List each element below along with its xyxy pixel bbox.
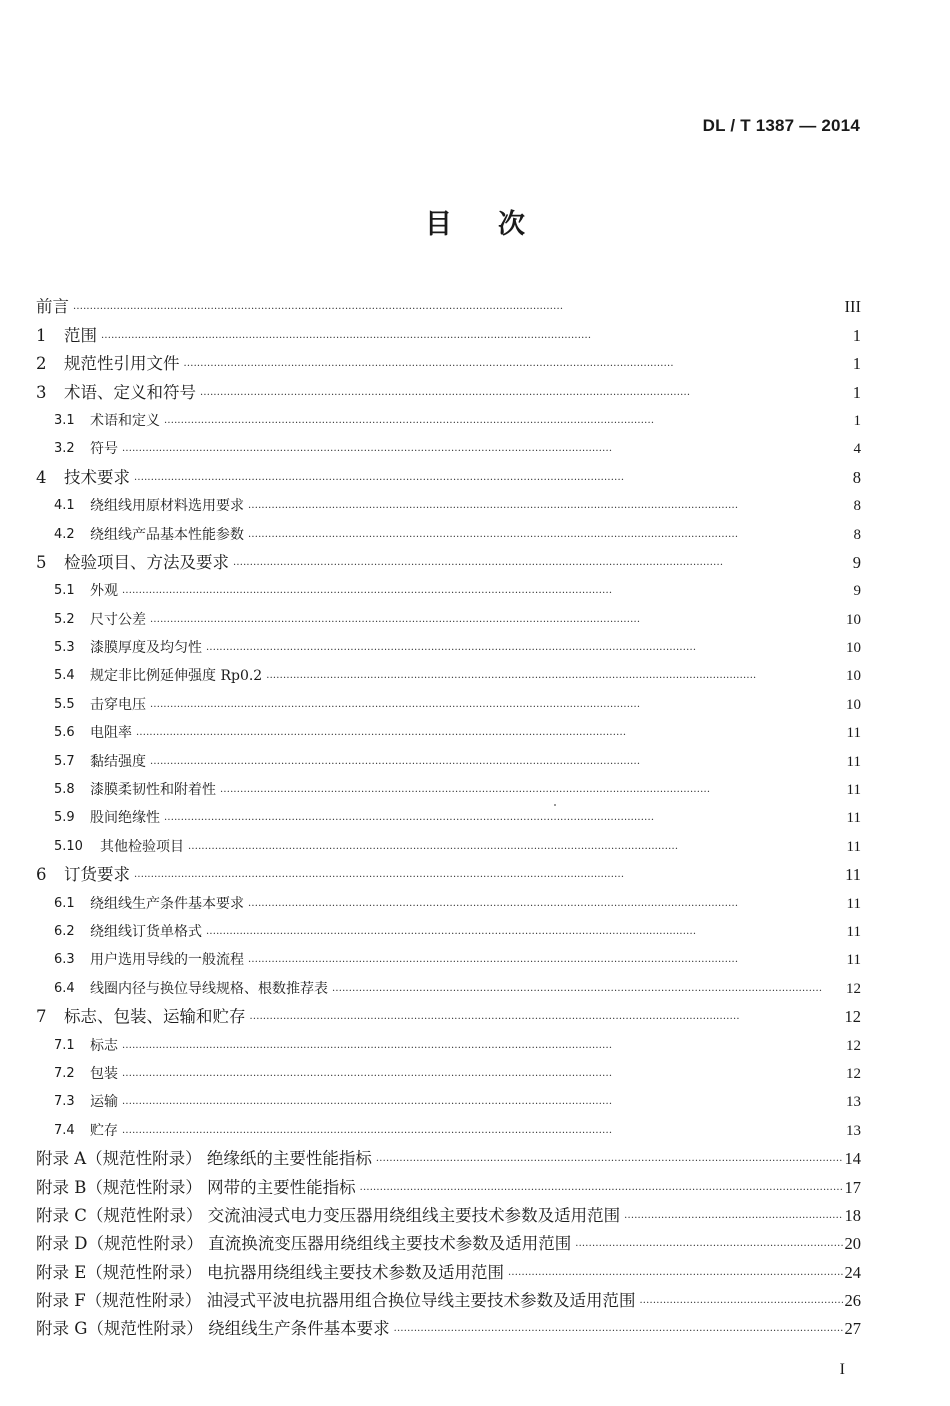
toc-entry-label: 附录 A（规范性附录） 绝缘纸的主要性能指标 [36, 1149, 372, 1169]
toc-entry[interactable] [36, 350, 861, 378]
toc-entry-page: 10 [846, 640, 861, 657]
dot-leader [376, 1145, 843, 1173]
page-number: I [839, 1361, 845, 1378]
toc-entry-page: 11 [846, 725, 861, 742]
toc-entry-page: 17 [844, 1177, 861, 1197]
dot-leader [101, 322, 851, 350]
toc-entry[interactable] [36, 804, 861, 832]
dot-leader [250, 1003, 843, 1031]
toc-entry[interactable] [36, 549, 861, 577]
toc-entry-label: 范围 [64, 325, 97, 345]
toc-entry-page: 18 [844, 1205, 861, 1225]
dot-leader [220, 776, 845, 804]
dot-leader [624, 1202, 842, 1230]
toc-entry-page: 8 [853, 526, 861, 543]
dot-leader [188, 833, 845, 861]
toc-entry[interactable] [36, 577, 861, 605]
toc-entry-page: 11 [846, 923, 861, 940]
dot-leader [200, 379, 851, 407]
toc-entry-number: 6.2 [54, 923, 75, 939]
toc-entry-label: 绕组线产品基本性能参数 [90, 526, 244, 543]
toc-entry[interactable] [36, 889, 861, 917]
toc-entry-page: 9 [852, 552, 861, 572]
toc-entry-number: 5.5 [54, 696, 75, 712]
dot-leader [248, 521, 852, 549]
toc-entry[interactable] [36, 1173, 861, 1201]
toc-entry-label: 标志 [90, 1037, 118, 1054]
dot-leader [150, 748, 845, 776]
toc-entry-label: 其他检验项目 [100, 838, 184, 855]
toc-entry-page: 13 [846, 1094, 861, 1111]
toc-entry[interactable] [36, 605, 861, 633]
toc-entry[interactable] [36, 321, 861, 349]
toc-entry-number: 7.3 [54, 1094, 75, 1110]
toc-entry-label: 漆膜柔韧性和附着性 [90, 782, 216, 799]
dot-leader [206, 634, 844, 662]
toc-entry-page: 11 [846, 838, 861, 855]
dot-leader [248, 890, 845, 918]
toc-entry-page: 11 [846, 782, 861, 799]
toc-entry-label: 标志、包装、运输和贮存 [64, 1007, 246, 1027]
toc-entry-label: 绕组线用原材料选用要求 [90, 498, 244, 515]
toc-entry-label: 尺寸公差 [90, 611, 146, 628]
toc-entry-label: 规范性引用文件 [64, 354, 180, 374]
toc-entry-label: 术语和定义 [90, 412, 160, 429]
toc-entry[interactable] [36, 1031, 861, 1059]
toc-entry-label: 漆膜厚度及均匀性 [90, 640, 202, 657]
toc-entry-label: 用户选用导线的一般流程 [90, 952, 244, 969]
toc-entry[interactable] [36, 1116, 861, 1144]
toc-entry-label: 符号 [90, 441, 118, 458]
toc-entry-label: 附录 G（规范性附录） 绕组线生产条件基本要求 [36, 1319, 390, 1339]
toc-entry[interactable] [36, 1088, 861, 1116]
toc-entry-label: 技术要求 [64, 467, 130, 487]
toc-entry-number: 6 [36, 865, 47, 885]
toc-entry[interactable] [36, 662, 861, 690]
toc-entry-number: 4 [36, 467, 47, 487]
toc-entry-number: 5 [36, 552, 47, 572]
page-title: 目次 [425, 209, 571, 240]
toc-entry-page: 8 [852, 467, 861, 487]
toc-entry-label: 订货要求 [64, 865, 130, 885]
toc-entry-page: 1 [852, 382, 861, 402]
toc-entry-number: 7.2 [54, 1065, 75, 1081]
toc-entry-label: 外观 [90, 583, 118, 600]
toc-entry-label: 运输 [90, 1094, 118, 1111]
toc-entry[interactable] [36, 463, 861, 491]
dot-leader [164, 804, 845, 832]
toc-entry-label: 附录 E（规范性附录） 电抗器用绕组线主要技术参数及适用范围 [36, 1262, 505, 1282]
toc-entry-page: 11 [846, 810, 861, 827]
toc-entry-page: 27 [844, 1319, 861, 1339]
toc-entry[interactable] [36, 1145, 861, 1173]
toc-entry-page: 10 [846, 668, 861, 685]
toc-entry-number: 5.6 [54, 725, 75, 741]
dot-leader [575, 1230, 842, 1258]
toc-entry-label: 股间绝缘性 [90, 810, 160, 827]
toc-entry-page: 1 [853, 412, 861, 429]
dot-leader [266, 662, 844, 690]
toc-entry[interactable] [36, 435, 861, 463]
dot-leader [122, 435, 852, 463]
toc-entry[interactable] [36, 719, 861, 747]
toc-entry-label: 绕组线生产条件基本要求 [90, 895, 244, 912]
dot-leader [164, 407, 852, 435]
toc-entry-label: 击穿电压 [90, 696, 146, 713]
toc-entry-label: 黏结强度 [90, 753, 146, 770]
toc-entry-label: 绕组线订货单格式 [90, 923, 202, 940]
toc-entry-number: 5.4 [54, 668, 75, 684]
toc-entry-page: 24 [844, 1262, 861, 1282]
standard-code: DL / T 1387 — 2014 [702, 116, 860, 135]
toc-entry-label: 附录 C（规范性附录） 交流油浸式电力变压器用绕组线主要技术参数及适用范围 [36, 1205, 621, 1225]
toc-entry-number: 3 [36, 382, 47, 402]
toc-entry[interactable] [36, 974, 861, 1002]
dot-leader [332, 975, 844, 1003]
toc-entry[interactable] [36, 1202, 861, 1230]
toc-entry-label: 检验项目、方法及要求 [64, 552, 229, 572]
toc-entry[interactable] [36, 1003, 861, 1031]
toc-entry-page: 8 [853, 498, 861, 515]
toc-entry[interactable] [36, 407, 861, 435]
dot-leader [508, 1259, 842, 1287]
toc-entry-number: 7.1 [54, 1037, 75, 1053]
toc-entry-page: 12 [846, 1065, 861, 1082]
toc-entry-number: 2 [36, 354, 47, 374]
toc-entry-page: 11 [846, 753, 861, 770]
toc-entry[interactable] [36, 520, 861, 548]
toc-entry-page: 20 [844, 1234, 861, 1254]
dot-leader [150, 606, 844, 634]
toc-entry-label: 包装 [90, 1065, 118, 1082]
toc-entry-number: 5.8 [54, 782, 75, 798]
toc-entry-page: 13 [846, 1122, 861, 1139]
toc-entry[interactable] [36, 492, 861, 520]
table-of-contents [36, 293, 861, 1343]
dot-leader [360, 1174, 843, 1202]
toc-entry-page: 1 [852, 354, 861, 374]
toc-entry-label: 规定非比例延伸强度 Rp0.2 [90, 668, 263, 685]
toc-entry[interactable] [36, 1060, 861, 1088]
toc-entry[interactable] [36, 918, 861, 946]
toc-entry-number: 3.2 [54, 441, 75, 457]
toc-entry-number: 4.1 [54, 498, 75, 514]
toc-entry-number: 5.7 [54, 753, 75, 769]
toc-entry-page: 12 [846, 980, 861, 997]
toc-entry-page: 10 [846, 696, 861, 713]
toc-entry-number: 5.9 [54, 810, 75, 826]
toc-entry-label: 线圈内径与换位导线规格、根数推荐表 [90, 980, 328, 997]
toc-entry-page: 11 [845, 865, 861, 885]
toc-entry[interactable] [36, 634, 861, 662]
toc-entry-page: 10 [846, 611, 861, 628]
toc-entry[interactable] [36, 861, 861, 889]
toc-entry-page: 11 [846, 952, 861, 969]
toc-entry-label: 附录 B（规范性附录） 网带的主要性能指标 [36, 1177, 356, 1197]
toc-entry[interactable] [36, 690, 861, 718]
toc-entry-label: 附录 F（规范性附录） 油浸式平波电抗器用组合换位导线主要技术参数及适用范围 [36, 1291, 636, 1311]
dot-leader [122, 577, 852, 605]
toc-entry-label: 前言 [36, 297, 69, 317]
toc-entry[interactable] [36, 946, 861, 974]
toc-entry[interactable] [36, 1315, 861, 1343]
toc-entry-page: 11 [846, 895, 861, 912]
toc-entry[interactable] [36, 1230, 861, 1258]
scan-speck [554, 804, 556, 806]
toc-entry[interactable] [36, 747, 861, 775]
dot-leader [248, 492, 852, 520]
toc-entry-number: 1 [36, 325, 47, 345]
dot-leader [150, 691, 844, 719]
toc-entry-label: 术语、定义和符号 [64, 382, 196, 402]
toc-entry[interactable] [36, 378, 861, 406]
dot-leader [248, 946, 845, 974]
toc-entry-page: 14 [844, 1149, 861, 1169]
toc-entry-number: 6.4 [54, 980, 75, 996]
toc-entry-page: 1 [852, 325, 861, 345]
toc-entry-page: 12 [844, 1007, 861, 1027]
dot-leader [134, 861, 843, 889]
dot-leader [206, 918, 845, 946]
toc-entry-label: 附录 D（规范性附录） 直流换流变压器用绕组线主要技术参数及适用范围 [36, 1234, 572, 1254]
toc-entry-page: 9 [853, 583, 861, 600]
dot-leader [639, 1287, 842, 1315]
toc-entry-number: 6.3 [54, 952, 75, 968]
toc-entry-number: 7.4 [54, 1122, 75, 1138]
toc-entry-number: 5.2 [54, 611, 75, 627]
toc-entry[interactable] [36, 293, 861, 321]
dot-leader [122, 1088, 844, 1116]
dot-leader [122, 1117, 844, 1145]
toc-entry-number: 4.2 [54, 526, 75, 542]
toc-entry-number: 3.1 [54, 412, 75, 428]
toc-entry[interactable] [36, 776, 861, 804]
dot-leader [122, 1060, 844, 1088]
toc-entry-number: 7 [36, 1007, 47, 1027]
dot-leader [122, 1032, 844, 1060]
dot-leader [136, 719, 845, 747]
toc-entry[interactable] [36, 832, 861, 860]
toc-entry[interactable] [36, 1258, 861, 1286]
toc-entry-number: 6.1 [54, 895, 75, 911]
toc-entry-page: 4 [853, 441, 861, 458]
dot-leader [134, 464, 851, 492]
dot-leader [73, 293, 843, 321]
toc-entry-number: 5.1 [54, 583, 75, 599]
dot-leader [394, 1315, 843, 1343]
toc-entry-number: 5.3 [54, 640, 75, 656]
toc-entry-label: 电阻率 [90, 725, 132, 742]
toc-entry-page: 26 [844, 1291, 861, 1311]
toc-entry-page: III [844, 297, 861, 317]
dot-leader [233, 549, 851, 577]
dot-leader [184, 350, 851, 378]
toc-entry[interactable] [36, 1287, 861, 1315]
toc-entry-label: 贮存 [90, 1122, 118, 1139]
toc-entry-number: 5.10 [54, 838, 83, 854]
toc-entry-page: 12 [846, 1037, 861, 1054]
